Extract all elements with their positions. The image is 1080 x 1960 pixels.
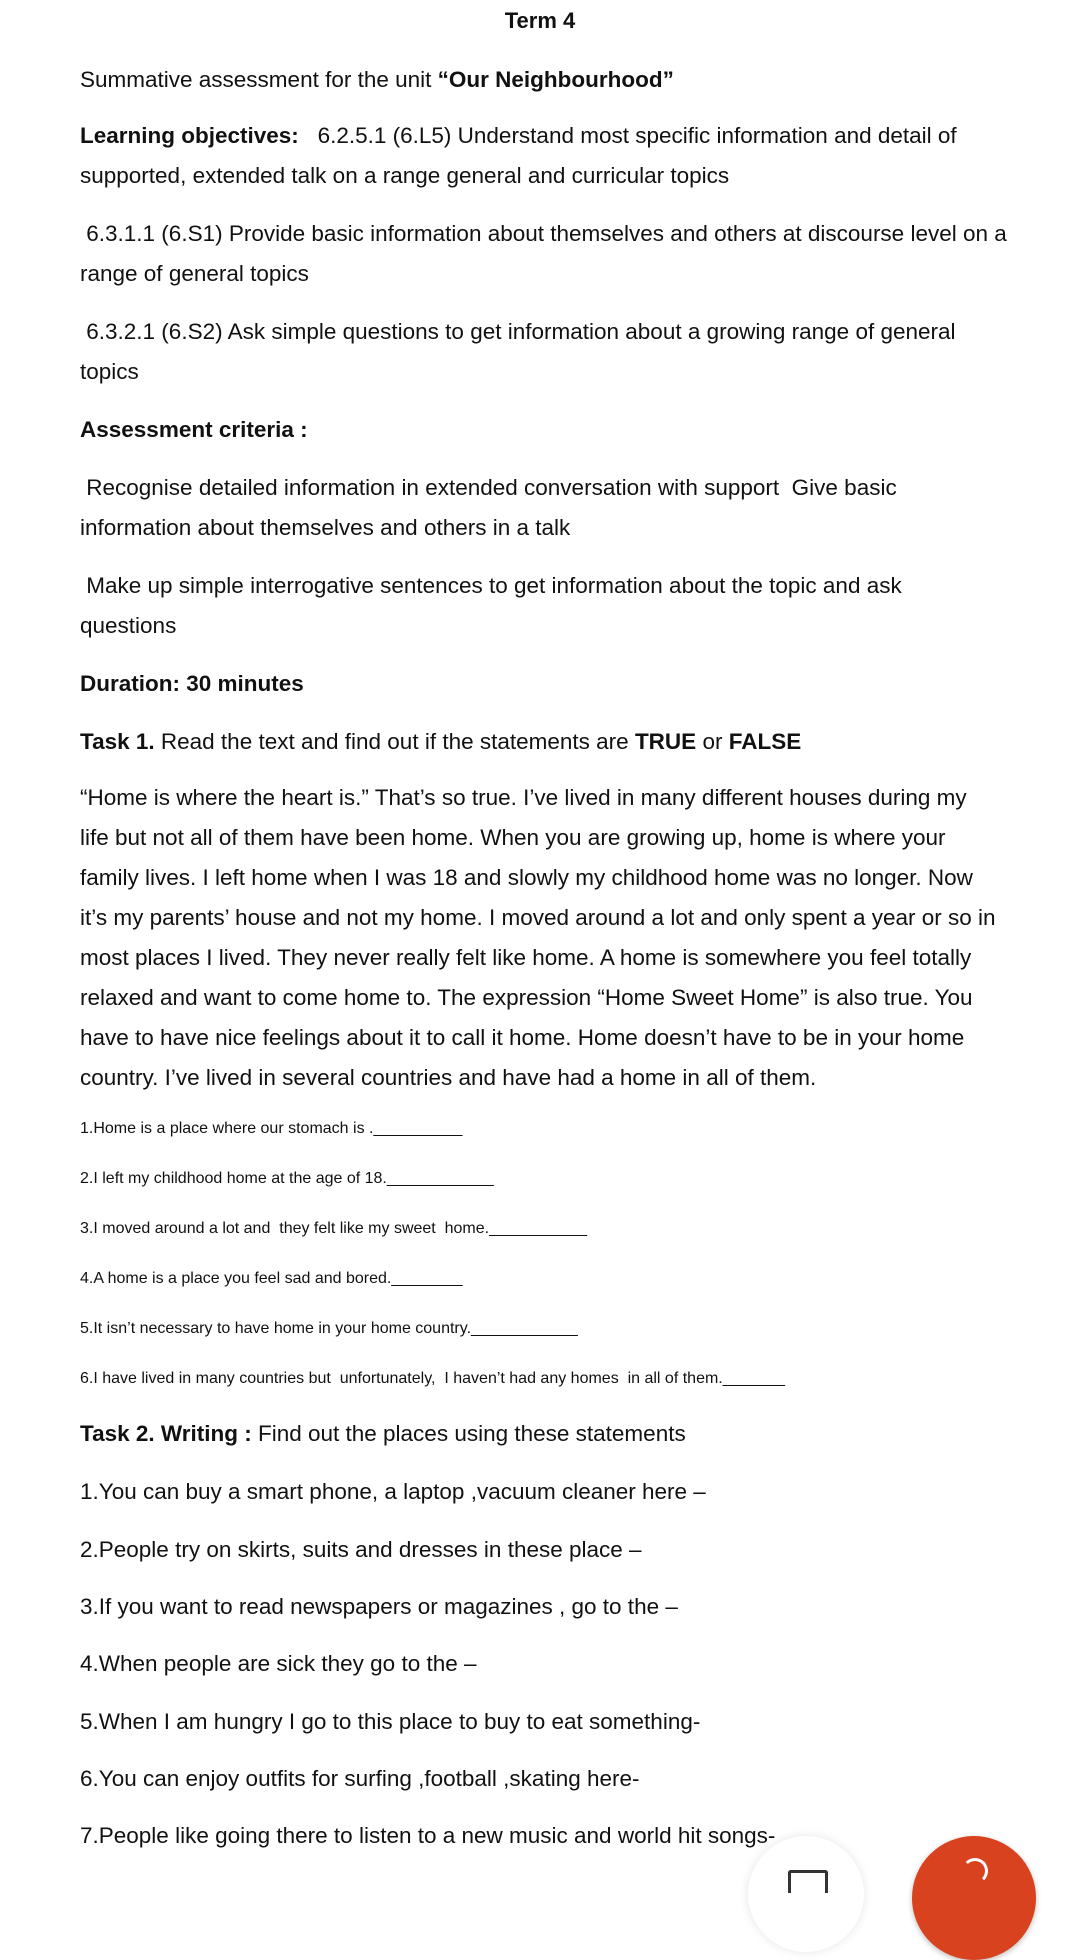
objective-2-line-2: range of general topics [80, 261, 309, 286]
reading-text-line: “Home is where the heart is.” That’s so true. I’ve lived in many different houses during my [80, 785, 967, 810]
statement-4: 4.A home is a place you feel sad and bored.________ [80, 1270, 463, 1287]
criteria-1-line-1: Recognise detailed information in extended conversation with support Give basic [80, 475, 897, 500]
reading-text-line: it’s my parents’ house and not my home. I moved around a lot and only spent a year or so in [80, 905, 996, 930]
criteria-heading [80, 410, 1010, 450]
task2-item-7: 7.People like going there to listen to a new music and world hit songs- [80, 1823, 776, 1848]
objective-3-line-2: topics [80, 359, 139, 384]
task2-item-1: 1.You can buy a smart phone, a laptop ,vacuum cleaner here – [80, 1479, 706, 1504]
task2-item-6: 6.You can enjoy outfits for surfing ,football ,skating here- [80, 1766, 640, 1791]
task2-item-2: 2.People try on skirts, suits and dresses in these place – [80, 1537, 642, 1562]
reading-text-line: most places I lived. They never really felt like home. A home is somewhere you feel totally [80, 945, 972, 970]
objective-3-line-1: 6.3.2.1 (6.S2) Ask simple questions to get information about a growing range of general [80, 319, 956, 344]
objectives-line-1 [80, 116, 1010, 156]
task1-true: TRUE [634, 729, 697, 754]
task2-instruction: Find out the places using these statements [251, 1421, 686, 1446]
task1-instruction: Read the text and find out if the statements are [154, 729, 635, 754]
reading-text-line: country. I’ve lived in several countries and have had a home in all of them. [80, 1065, 817, 1090]
objectives-line-1b: supported, extended talk on a range general and curricular topics [80, 163, 730, 188]
intro-line [80, 60, 1010, 100]
help-button[interactable] [912, 1836, 1036, 1960]
task2-item-3: 3.If you want to read newspapers or magazines , go to the – [80, 1594, 678, 1619]
criteria-2-line-2: questions [80, 613, 177, 638]
criteria-2-line-1: Make up simple interrogative sentences to get information about the topic and ask [80, 573, 902, 598]
task1-or: or [696, 729, 729, 754]
task2-label: Task 2. Writing : [80, 1421, 252, 1446]
reading-text-line: life but not all of them have been home. When you are growing up, home is where your [80, 825, 946, 850]
comment-button[interactable] [748, 1836, 864, 1952]
criteria-1-line-2: information about themselves and others in a talk [80, 515, 571, 540]
task1-heading [80, 722, 1010, 762]
statement-3: 3.I moved around a lot and they felt like my sweet home.___________ [80, 1220, 587, 1237]
reading-text-line: relaxed and want to come home to. The expression “Home Sweet Home” is also true. You [80, 985, 973, 1010]
duration-line [80, 664, 1010, 704]
task2-heading [80, 1414, 1010, 1454]
comment-icon [788, 1870, 828, 1893]
unit-name: “Our Neighbourhood” [437, 67, 674, 92]
objective-1: 6.2.5.1 (6.L5) Understand most specific information and detail of [298, 123, 957, 148]
statement-6: 6.I have lived in many countries but unfortunately, I haven’t had any homes in all of them._______ [80, 1370, 786, 1387]
objectives-label: Learning objectives: [80, 123, 299, 148]
page-title: Term 4 [504, 8, 576, 33]
statement-5: 5.It isn’t necessary to have home in your home country.____________ [80, 1320, 578, 1337]
task1-label: Task 1. [80, 729, 155, 754]
statement-1: 1.Home is a place where our stomach is .__________ [80, 1120, 463, 1137]
statement-2: 2.I left my childhood home at the age of 18.____________ [80, 1170, 494, 1187]
objective-2-line-1: 6.3.1.1 (6.S1) Provide basic information about themselves and others at discourse level on a [80, 221, 1007, 246]
reading-text-line: family lives. I left home when I was 18 and slowly my childhood home was no longer. Now [80, 865, 973, 890]
task1-false: FALSE [728, 729, 802, 754]
task2-item-4: 4.When people are sick they go to the – [80, 1651, 477, 1676]
duration-label: Duration: 30 minutes [80, 671, 304, 696]
help-icon [962, 1858, 988, 1884]
reading-text-line: have to have nice feelings about it to call it home. Home doesn’t have to be in your home [80, 1025, 965, 1050]
criteria-label: Assessment criteria : [80, 417, 308, 442]
intro-prefix: Summative assessment for the unit [80, 67, 438, 92]
task2-item-5: 5.When I am hungry I go to this place to buy to eat something- [80, 1709, 701, 1734]
